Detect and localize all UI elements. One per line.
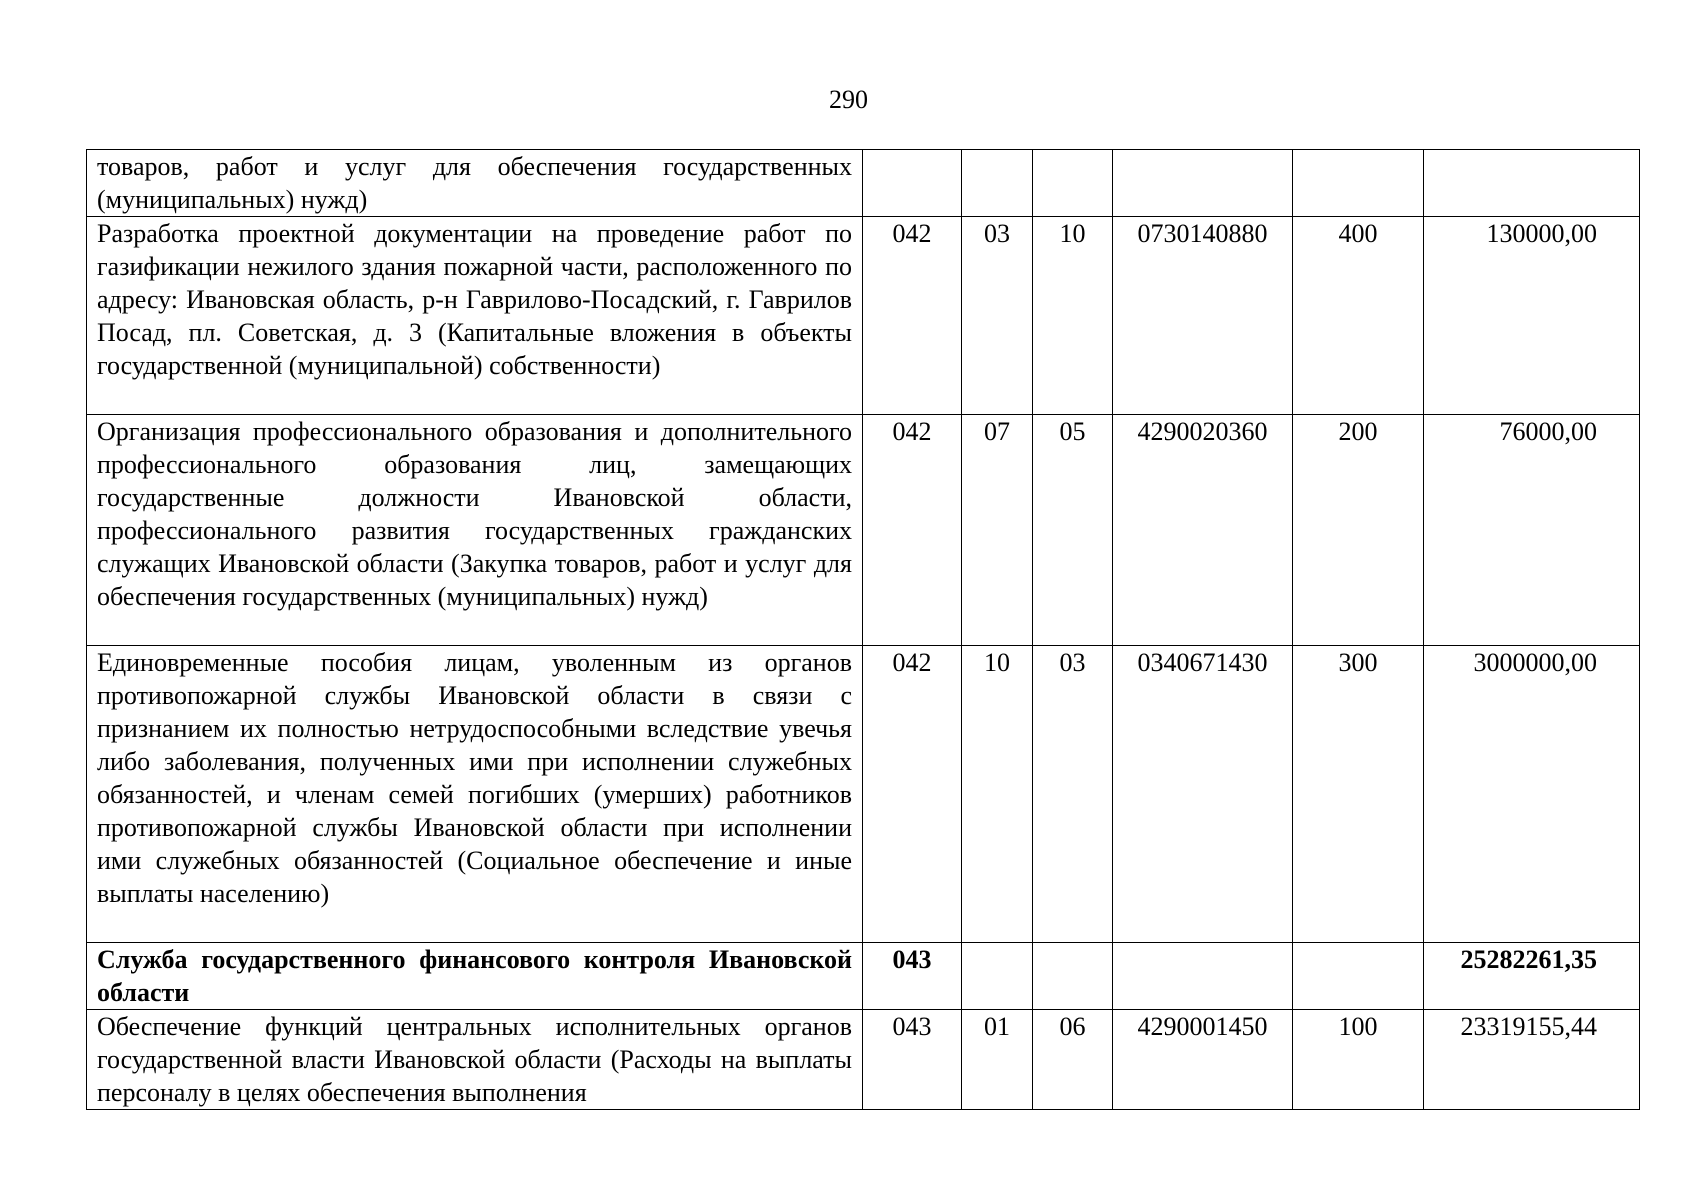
table-row xyxy=(87,415,1640,646)
subsection-code: 06 xyxy=(1033,1010,1113,1110)
ved-code: 043 xyxy=(863,1010,962,1110)
ved-code xyxy=(863,150,962,217)
row-description: товаров, работ и услуг для обеспечения государственных (муниципальных) нужд) xyxy=(87,150,863,217)
target-article-code: 0730140880 xyxy=(1113,217,1293,415)
expense-type-code: 100 xyxy=(1293,1010,1424,1110)
table-row xyxy=(87,217,1640,415)
row-description: Единовременные пособия лицам, уволенным из органов противопожарной службы Ивановской области в связи с признанием их полностью нетрудоспособными вследствие увечья либо заболевания, полученных ими при исполнении служебных обязанностей, и членам семей погибших (умерших) работников противопожарной службы Ивановской области при исполнении ими служебных обязанностей (Социальное обеспечение и иные выплаты населению) xyxy=(87,646,863,943)
expense-type-code xyxy=(1293,943,1424,1010)
expense-type-code xyxy=(1293,150,1424,217)
amount: 130000,00 xyxy=(1424,217,1640,415)
subsection-code xyxy=(1033,943,1113,1010)
ved-code: 042 xyxy=(863,217,962,415)
target-article-code: 4290001450 xyxy=(1113,1010,1293,1110)
budget-table xyxy=(86,149,1640,1110)
amount: 3000000,00 xyxy=(1424,646,1640,943)
subsection-code xyxy=(1033,150,1113,217)
subsection-code: 03 xyxy=(1033,646,1113,943)
section-code: 03 xyxy=(962,217,1033,415)
expense-type-code: 300 xyxy=(1293,646,1424,943)
expense-type-code: 200 xyxy=(1293,415,1424,646)
amount: 25282261,35 xyxy=(1424,943,1640,1010)
page-number: 290 xyxy=(829,85,868,114)
section-code: 01 xyxy=(962,1010,1033,1110)
table-row xyxy=(87,1010,1640,1110)
row-description: Организация профессионального образования и дополнительного профессионального образования лиц, замещающих государственные должности Ивановской области, профессионального развития государственных гражданских служащих Ивановской области (Закупка товаров, работ и услуг для обеспечения государственных (муниципальных) нужд) xyxy=(87,415,863,646)
amount: 76000,00 xyxy=(1424,415,1640,646)
target-article-code: 4290020360 xyxy=(1113,415,1293,646)
row-description: Обеспечение функций центральных исполнительных органов государственной власти Ивановской области (Расходы на выплаты персоналу в целях обеспечения выполнения xyxy=(87,1010,863,1110)
ved-code: 042 xyxy=(863,415,962,646)
amount xyxy=(1424,150,1640,217)
target-article-code: 0340671430 xyxy=(1113,646,1293,943)
target-article-code xyxy=(1113,150,1293,217)
section-code xyxy=(962,150,1033,217)
subsection-code: 10 xyxy=(1033,217,1113,415)
section-code xyxy=(962,943,1033,1010)
row-description: Служба государственного финансового контроля Ивановской области xyxy=(87,943,863,1010)
table-row xyxy=(87,943,1640,1010)
expense-type-code: 400 xyxy=(1293,217,1424,415)
subsection-code: 05 xyxy=(1033,415,1113,646)
section-code: 07 xyxy=(962,415,1033,646)
table-row xyxy=(87,150,1640,217)
ved-code: 042 xyxy=(863,646,962,943)
section-code: 10 xyxy=(962,646,1033,943)
table-row xyxy=(87,646,1640,943)
ved-code: 043 xyxy=(863,943,962,1010)
amount: 23319155,44 xyxy=(1424,1010,1640,1110)
row-description: Разработка проектной документации на проведение работ по газификации нежилого здания пожарной части, расположенного по адресу: Ивановская область, р-н Гаврилово-Посадский, г. Гаврилов Посад, пл. Советская, д. 3 (Капитальные вложения в объекты государственной (муниципальной) собственности) xyxy=(87,217,863,415)
target-article-code xyxy=(1113,943,1293,1010)
